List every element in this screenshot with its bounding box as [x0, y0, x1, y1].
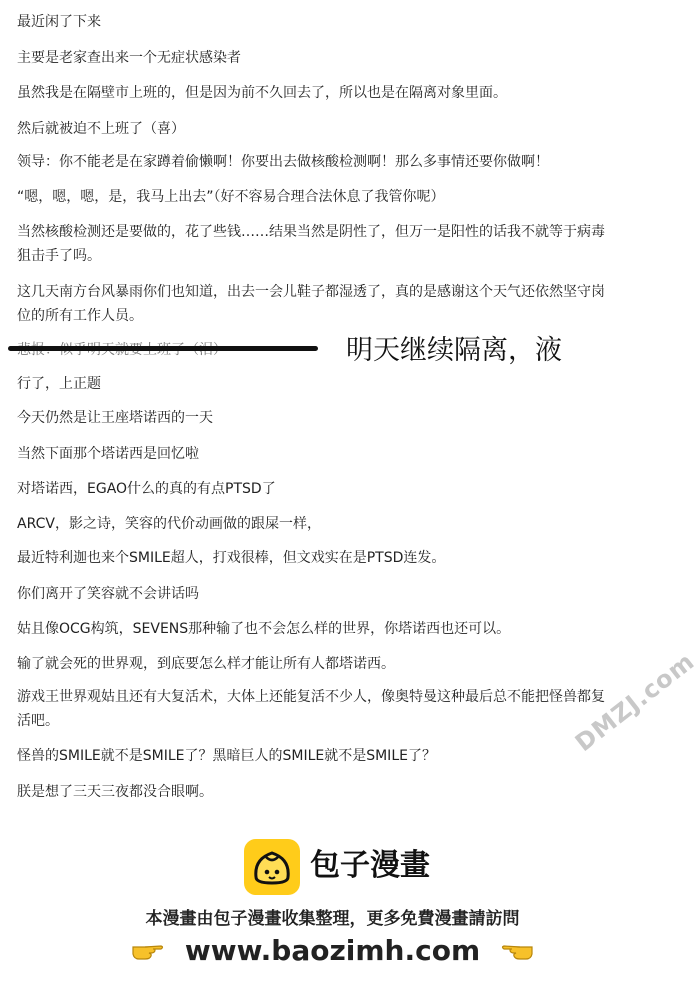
strikethrough-line: [8, 346, 318, 351]
paragraph-5: 领导：你不能老是在家蹲着偷懒啊！你要出去做核酸检测啊！那么多事情还要你做啊！: [17, 154, 549, 170]
paragraph-19: 游戏王世界观姑且还有大复活术，大体上还能复活不少人，像奥特曼这种最后总不能把怪兽都复活吧。: [17, 689, 605, 729]
paragraph-10: 行了，上正题: [17, 376, 101, 392]
paragraph-18: 输了就会死的世界观，到底要怎么样才能让所有人都塔诺西。: [17, 656, 395, 672]
paragraph-4: 然后就被迫不上班了（喜）: [17, 121, 185, 137]
footer-caption: 本漫畫由包子漫畫收集整理，更多免費漫畫請訪問: [145, 909, 520, 929]
handwritten-note: 明天继续隔离，液: [346, 335, 562, 366]
paragraph-3: 虽然我是在隔壁市上班的，但是因为前不久回去了，所以也是在隔离对象里面。: [17, 85, 507, 101]
watermark-logo: DMZJ.com: [570, 646, 700, 758]
pointing-hand-icon: [500, 935, 534, 969]
paragraph-13: 对塔诺西，EGAO什么的真的有点PTSD了: [17, 481, 276, 497]
paragraph-21: 朕是想了三天三夜都没合眼啊。: [17, 784, 213, 800]
steamed-bun-icon: [244, 839, 300, 895]
paragraph-17: 姑且像OCG构筑，SEVENS那种输了也不会怎么样的世界，你塔诺西也还可以。: [17, 621, 511, 637]
paragraph-15: 最近特利迦也来个SMILE超人，打戏很棒，但文戏实在是PTSD连发。: [17, 550, 446, 566]
paragraph-16: 你们离开了笑容就不会讲话吗: [17, 586, 199, 602]
brand-name: 包子漫畫: [310, 848, 430, 883]
paragraph-2: 主要是老家查出来一个无症状感染者: [17, 50, 241, 66]
footer-url-row: [0, 934, 665, 969]
paragraph-11: 今天仍然是让王座塔诺西的一天: [17, 410, 213, 426]
paragraph-8: 这几天南方台风暴雨你们也知道，出去一会儿鞋子都湿透了，真的是感谢这个天气还依然坚守岗位的所有工作人员。: [17, 284, 605, 324]
paragraph-14: ARCV，影之诗，笑容的代价动画做的跟屎一样，: [17, 516, 321, 532]
paragraph-12: 当然下面那个塔诺西是回忆啦: [17, 446, 199, 462]
pointing-hand-icon: [131, 935, 165, 969]
footer-url-link[interactable]: www.baozimh.com: [184, 934, 481, 967]
paragraph-1: 最近闲了下来: [17, 14, 101, 30]
paragraph-6: “嗯，嗯，嗯，是，我马上出去”（好不容易合理合法休息了我管你呢）: [17, 189, 445, 205]
paragraph-7: 当然核酸检测还是要做的，花了些钱……结果当然是阴性了，但万一是阳性的话我不就等于病毒狙击手了吗。: [17, 224, 605, 264]
paragraph-20: 怪兽的SMILE就不是SMILE了？黑暗巨人的SMILE就不是SMILE了？: [17, 748, 436, 764]
